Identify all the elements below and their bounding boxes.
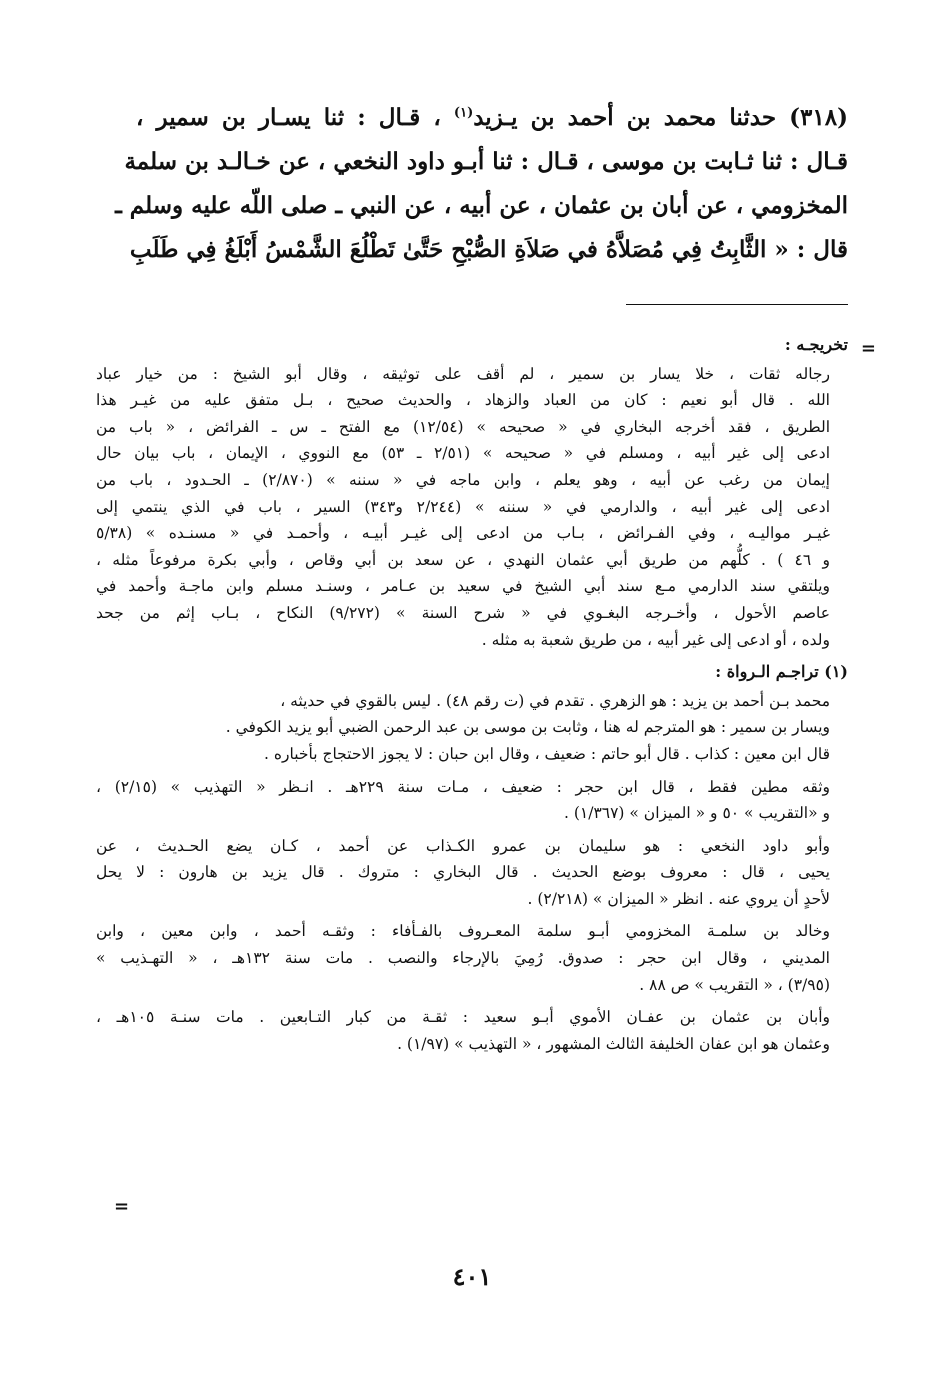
- takhrij-line: عاصم الأحول ، وأخـرجه البغـوي في « شرح السنة » (٩/٢٧٢) النكاح ، بـاب إثم من جحد: [96, 603, 830, 622]
- narrator-paragraph: [96, 1004, 848, 1057]
- narrator-line: وخالد بن سلمـة المخزومي أبـو سلمة المعـروف بالفـأفاء : وثقـه أحمد ، وابن معين ، وابن: [96, 922, 830, 941]
- hadith-line-1: [136, 96, 848, 140]
- continuation-mark-top: =: [860, 338, 876, 359]
- narrator-line: وأبو داود النخعي : هو سليمان بن عمرو الكـذاب عن أحمد ، كـان يضع الحـديث ، عن: [96, 836, 830, 855]
- takhrij-heading: تخريجـه :: [784, 335, 848, 354]
- takhrij-line: ادعى إلى غير أبيه ، ومسلم في « صحيحه » (٢/٥١ ـ ٥٣) مع النووي ، الإيمان ، باب بيان حال: [96, 444, 831, 463]
- hadith-line-1-head: (٣١٨) حدثنا محمد بن أحمد بن يـزيد: [473, 104, 848, 131]
- narrator-line: وثقه مطين فقط ، قال ابن حجر : ضعيف ، مـات سنة ٢٢٩هـ . انـظر « التهذيب » (٢/١٥) ،: [96, 777, 830, 796]
- hadith-text: [115, 96, 848, 272]
- takhrij-line: غيـر مواليـه ، وفي الفـرائض ، بـاب من ادعى إلى غيـر أبيـه ، وأحمـد في « مسنـده » (٥/٣٨: [96, 524, 830, 543]
- narrator-paragraph: [96, 741, 848, 768]
- takhrij-line: الله . قال أبو نعيم : كان من العباد والزهاد ، والحديث صحيح ، بـل متفق عليه من غيـر هذا: [96, 391, 830, 410]
- narrator-line: وعثمان هو ابن عفان الخليفة الثالث المشهور ، « التهذيب » (١/٩٧) .: [397, 1034, 830, 1053]
- hadith-line-4: قال : « الثَّابِتُ فِي مُصَلاَّهُ في صَلاَةِ الصُّبْحِ حَتَّىٰ تَطْلُعَ الشَّمْسُ أَبْلَغُ فِي طَلَبِ: [129, 236, 848, 263]
- narrator-line: ويسار بن سمير : هو المترجم له هنا ، وثابت بن موسى بن عبد الرحمن الضبي أبو يزيد الكوفي .: [225, 718, 830, 737]
- narrator-paragraph: [96, 918, 848, 998]
- narrator-line: وأبان بن عثمان بن عفـان الأموي أبـو سعيد : ثقـة من كبار التـابعين . مات سنـة ١٠٥هـ ،: [96, 1008, 830, 1027]
- takhrij-paragraph: [96, 361, 848, 654]
- page-number: ٤٠١: [452, 1262, 492, 1291]
- hadith-line-2: قـال : ثنا ثـابت بن موسى ، قـال : ثنا أبـو داود النخعي ، عن خـالـد بن سلمة: [124, 148, 848, 175]
- hadith-line-1-tail: ، قـال : ثنا يسـار بن سمير ،: [136, 104, 441, 131]
- narrator-line: (٣/٩٥) ، « التقريب » ص ٨٨ .: [639, 975, 830, 994]
- narrator-line: يحيى ، قال : معروف بوضع الحديث . قال البخاري : متروك . قال يزيد بن هارون : لا يحل: [96, 863, 830, 882]
- takhrij-line: و ٤٦ ) . كلُّهم من طريق أبي عثمان النهدي ، عن سعد بن أبي وقاص ، وأبي بكرة مرفوعاً مثله ،: [96, 550, 830, 569]
- takhrij-line: ادعى إلى غير أبيه ، والدارمي في « سننه » (٢/٢٤٤ و٣٤٣) السير ، باب في الذي ينتمي إلى: [96, 497, 830, 516]
- narrator-line: المديني ، وقال ابن حجر : صدوق. رُمِيَ بالإرجاء والنصب . مات سنة ١٣٢هـ ، « التهـذيب »: [96, 949, 830, 968]
- narrator-paragraph: [96, 833, 848, 913]
- narrator-paragraph: [96, 688, 848, 715]
- narrators-heading: (١) تراجـم الـرواة :: [715, 662, 848, 682]
- narrator-line: لأحدٍ أن يروي عنه . انظر « الميزان » (٢/٢١٨) .: [527, 889, 830, 908]
- hadith-line-3: المخزومي ، عن أبان بن عثمان ، عن أبيه ، عن النبي ـ صلى اللّه عليه وسلم ـ: [115, 192, 848, 219]
- narrator-paragraph: [96, 774, 848, 827]
- footnote-ref[interactable]: (١): [453, 105, 474, 121]
- takhrij-line: الطريق ، فقد أخرجه البخاري في « صحيحه » (١٢/٥٤) مع الفتح ـ س ـ الفرائض ، « باب من: [96, 417, 831, 436]
- takhrij-line: إيمان من رغب عن أبيه ، وهو يعلم ، وابن ماجه في « سننه » (٢/٨٧٠) ـ الحـدود ، باب من: [96, 470, 830, 489]
- narrator-line: محمد بـن أحمد بن يزيد : هو الزهري . تقدم في (ت رقم ٤٨) . ليس بالقوي في حديثه ،: [280, 691, 830, 710]
- narrator-line: قال ابن معين : كذاب . قال أبو حاتم : ضعيف ، وقال ابن حبان : لا يجوز الاحتجاج بأخباره .: [264, 744, 830, 763]
- footnotes: [96, 332, 848, 1057]
- takhrij-line: رجاله ثقات ، خلا يسار بن سمير ، لم أقف على توثيقه ، وقال أبو الشيخ : من خيار عباد: [96, 364, 830, 383]
- continuation-mark-bottom: =: [114, 1196, 130, 1217]
- footnote-separator: [626, 304, 848, 305]
- takhrij-line: ولده ، أو ادعى إلى غير أبيه ، من طريق شعبة به مثله .: [481, 630, 830, 649]
- takhrij-line: ويلتقي سند الدارمي مـع سند أبي الشيخ في سعيد بن عـامر ، وسنـد مسلم وابن ماجـة وأحمد في: [96, 577, 830, 596]
- narrator-line: و «التقريب » ٥٠ و « الميزان » (١/٣٦٧) .: [563, 804, 830, 823]
- narrator-paragraph: [96, 714, 848, 741]
